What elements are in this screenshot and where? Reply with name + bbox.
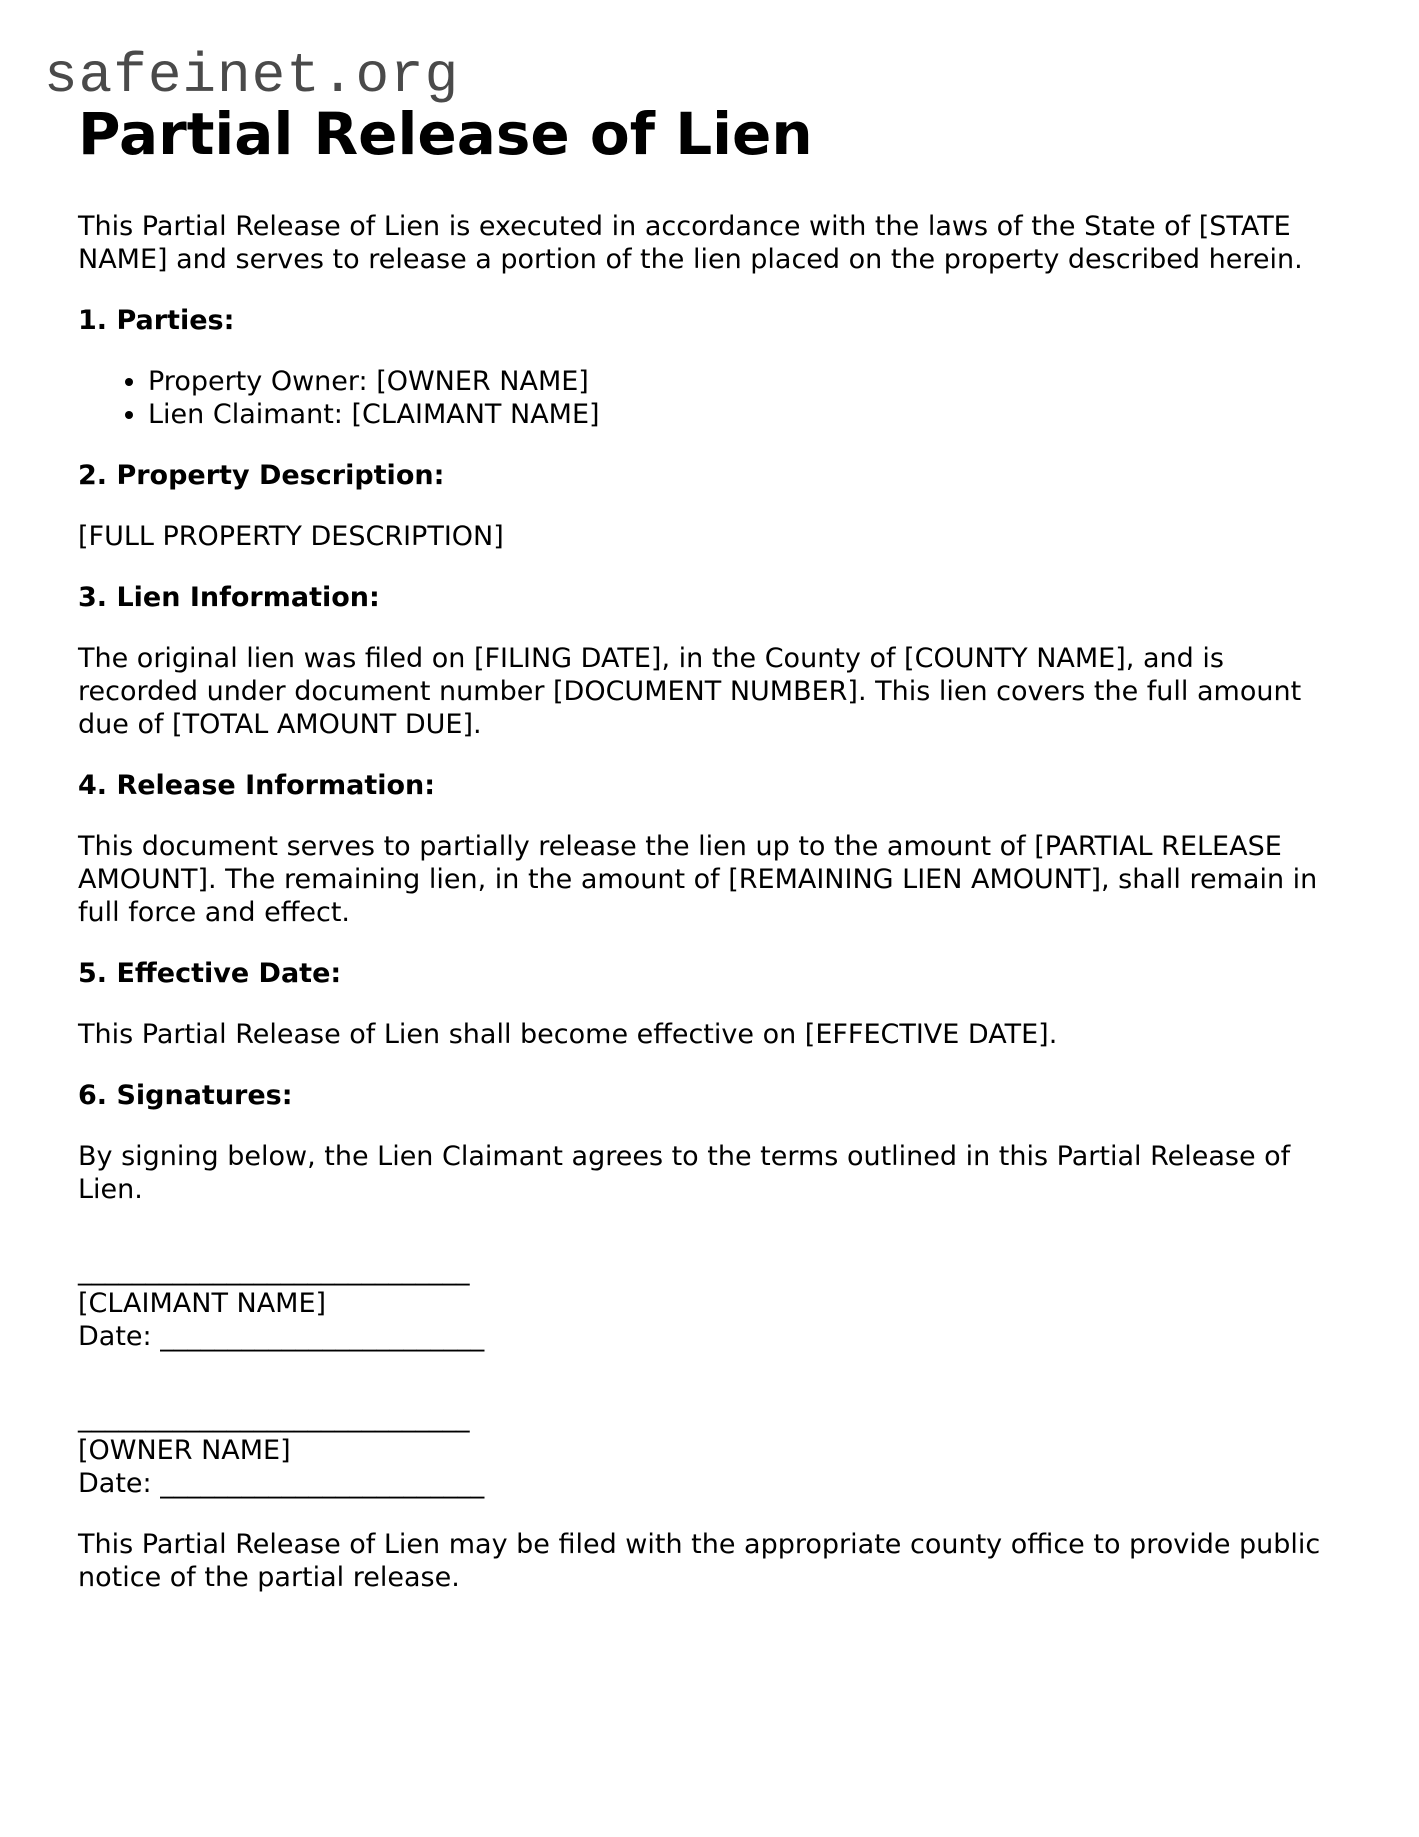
signer-name: [CLAIMANT NAME]: [78, 1288, 327, 1319]
lien-info-paragraph: The original lien was filed on [FILING DATE], in the County of [COUNTY NAME], and is recorded under document number [DOCUMENT NUMBER]. This lien covers the full amount due of [TOTAL AMOUNT DUE].: [78, 643, 1302, 740]
date-line[interactable]: Date: ________________________: [78, 1468, 485, 1499]
property-description: [FULL PROPERTY DESCRIPTION]: [78, 521, 504, 552]
property-heading: 2. Property Description:: [78, 460, 445, 491]
closing-paragraph: This Partial Release of Lien may be filed with the appropriate county office to provide public notice of the partial release.: [78, 1529, 1321, 1593]
owner-signature-block: [78, 1401, 1348, 1500]
signatures-paragraph: By signing below, the Lien Claimant agrees to the terms outlined in this Partial Release of Lien.: [78, 1141, 1291, 1205]
document: [78, 96, 1348, 1622]
lien-info-heading: 3. Lien Information:: [78, 582, 380, 613]
effective-date-paragraph: This Partial Release of Lien shall become effective on [EFFECTIVE DATE].: [78, 1019, 1058, 1050]
date-line[interactable]: Date: ________________________: [78, 1321, 485, 1352]
claimant-signature-block: [78, 1254, 1348, 1353]
document-title: Partial Release of Lien: [78, 100, 813, 168]
list-item-owner: • Property Owner: [OWNER NAME]: [148, 365, 1348, 398]
parties-heading: 1. Parties:: [78, 305, 235, 336]
intro-paragraph: This Partial Release of Lien is executed in accordance with the laws of the State of [STATE NAME] and serves to release a portion of the lien placed on the property described herein.: [78, 211, 1303, 275]
parties-list: [78, 365, 1348, 431]
signatures-heading: 6. Signatures:: [78, 1080, 293, 1111]
release-info-paragraph: This document serves to partially release the lien up to the amount of [PARTIAL RELEASE AMOUNT]. The remaining lien, in the amount of [REMAINING LIEN AMOUNT], shall remain in full force and effect.: [78, 831, 1318, 928]
list-item-claimant: • Lien Claimant: [CLAIMANT NAME]: [148, 398, 1348, 431]
signature-line[interactable]: _____________________________: [78, 1255, 470, 1286]
release-info-heading: 4. Release Information:: [78, 770, 436, 801]
effective-date-heading: 5. Effective Date:: [78, 958, 342, 989]
watermark: safeinet.org: [44, 44, 460, 108]
signer-name: [OWNER NAME]: [78, 1435, 291, 1466]
signature-line[interactable]: _____________________________: [78, 1402, 470, 1433]
